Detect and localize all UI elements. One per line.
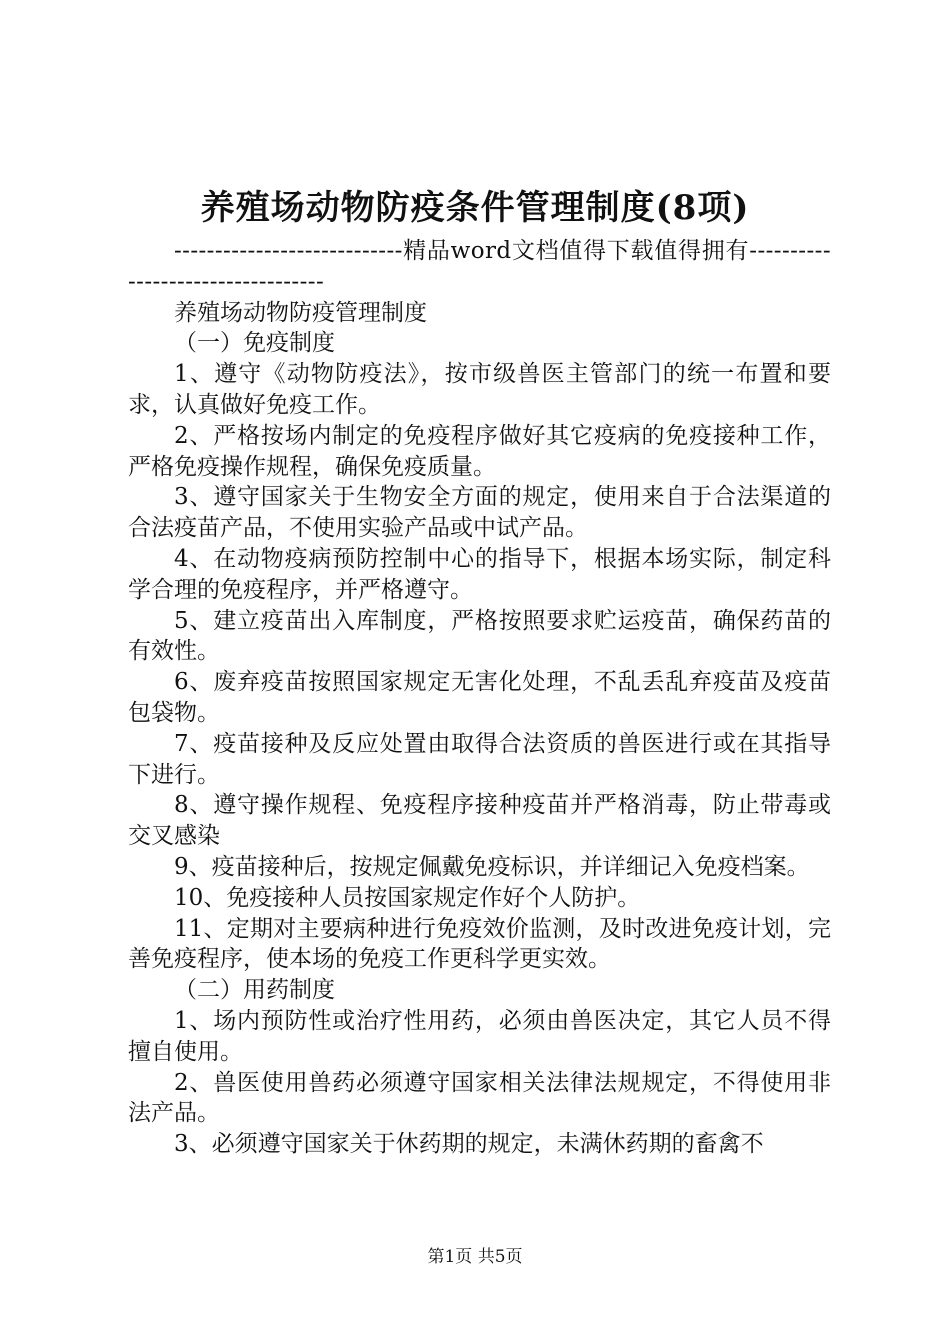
- immunization-item: 3、遵守国家关于生物安全方面的规定，使用来自于合法渠道的合法疫苗产品，不使用实验产品或中试产品。: [128, 484, 831, 542]
- immunization-item: 5、建立疫苗出入库制度，严格按照要求贮运疫苗，确保药苗的有效性。: [128, 607, 831, 665]
- section-heading-medication: （二）用药制度: [174, 977, 335, 1004]
- immunization-item: 6、废弃疫苗按照国家规定无害化处理，不乱丢乱弃疫苗及疫苗包袋物。: [128, 669, 831, 726]
- section-heading-immunization: （一）免疫制度: [174, 330, 335, 357]
- document-title: 养殖场动物防疫条件管理制度(8项): [200, 188, 750, 228]
- download-banner: ----------------------------精品word文档值得下载值得拥有----------------------------------: [128, 238, 831, 295]
- immunization-item: 1、遵守《动物防疫法》，按市级兽医主管部门的统一布置和要求，认真做好免疫工作。: [128, 361, 831, 418]
- medication-item: 3、必须遵守国家关于休药期的规定，未满休药期的畜禽不: [174, 1131, 764, 1158]
- immunization-item: 4、在动物疫病预防控制中心的指导下，根据本场实际，制定科学合理的免疫程序，并严格遵守。: [128, 545, 831, 603]
- page-number-footer: 第1页 共5页: [427, 1247, 523, 1267]
- immunization-item: 8、遵守操作规程、免疫程序接种疫苗并严格消毒，防止带毒或交叉感染: [128, 792, 831, 850]
- immunization-item: 2、严格按场内制定的免疫程序做好其它疫病的免疫接种工作，严格免疫操作规程，确保免疫质量。: [128, 422, 831, 480]
- immunization-item: 7、疫苗接种及反应处置由取得合法资质的兽医进行或在其指导下进行。: [128, 730, 831, 788]
- medication-item: 2、兽医使用兽药必须遵守国家相关法律法规规定，不得使用非法产品。: [128, 1069, 831, 1127]
- medication-item: 1、场内预防性或治疗性用药，必须由兽医决定，其它人员不得擅自使用。: [128, 1007, 831, 1065]
- document-body: [128, 236, 831, 1160]
- immunization-item: 9、疫苗接种后，按规定佩戴免疫标识，并详细记入免疫档案。: [174, 853, 810, 880]
- immunization-item: 11、定期对主要病种进行免疫效价监测，及时改进免疫计划，完善免疫程序，使本场的免疫工作更科学更实效。: [128, 915, 831, 973]
- document-heading: 养殖场动物防疫管理制度: [174, 299, 427, 326]
- immunization-item: 10、免疫接种人员按国家规定作好个人防护。: [174, 884, 641, 911]
